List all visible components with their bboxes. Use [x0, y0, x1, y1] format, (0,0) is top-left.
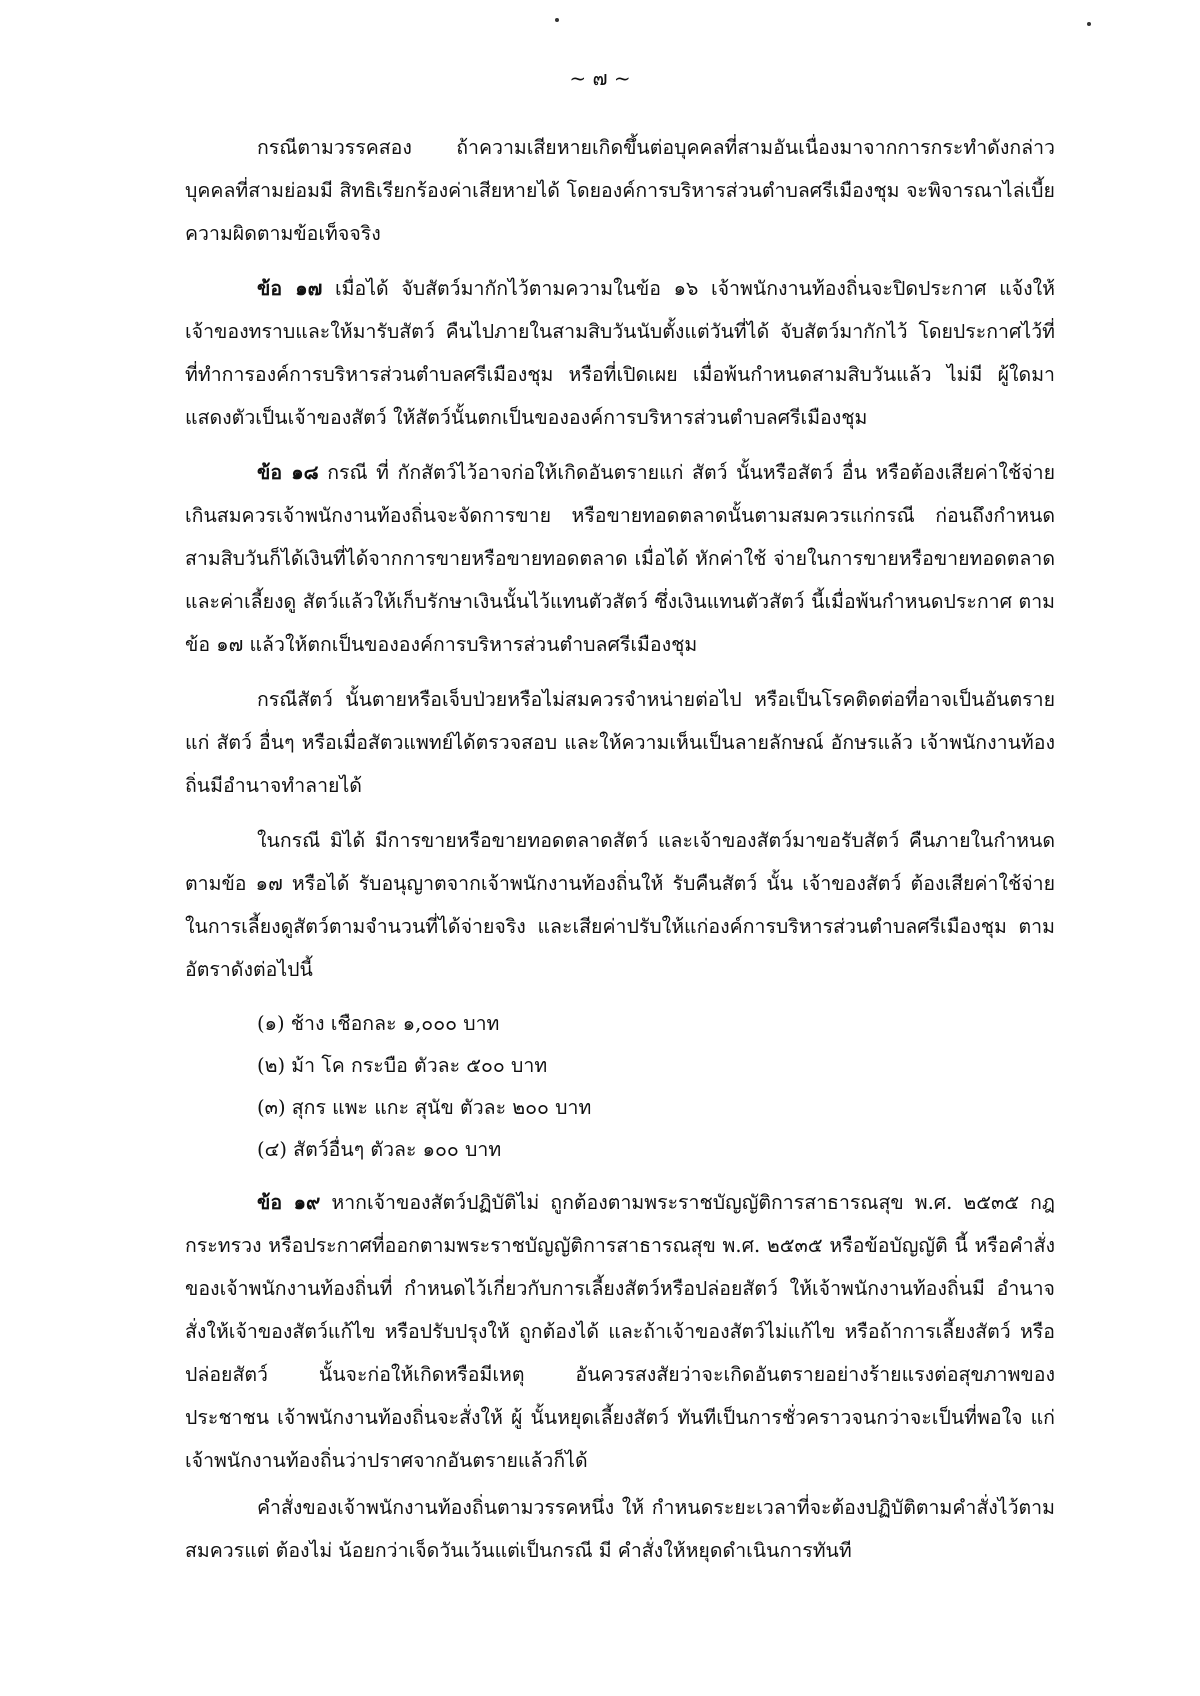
- paragraph-animal-death: [185, 678, 1055, 807]
- paragraph-text: เมื่อได้ จับสัตว์มากักไว้ตามความในข้อ ๑๖ เจ้าพนักงานท้องถิ่นจะปิดประกาศ แจ้งให้เจ้าของทราบและให้มารับสัตว์ คืนไปภายในสามสิบวันนับตั้งแต่วันที่ได้ จับสัตว์มากักไว้ โดยประกาศไว้ที่ที่ทำการองค์การบริหารส่วนตำบลศรีเมืองชุม หรือที่เปิดเผย เมื่อพ้นกำหนดสามสิบวันแล้ว ไม่มี ผู้ใดมาแสดงตัวเป็นเจ้าของสัตว์ ให้สัตว์นั้นตกเป็นขององค์การบริหารส่วนตำบลศรีเมืองชุม: [185, 277, 1056, 429]
- fine-rate-item: (๔) สัตว์อื่นๆ ตัวละ ๑๐๐ บาท: [257, 1138, 502, 1161]
- document-body: [185, 126, 1055, 1584]
- section-lead: ข้อ ๑๘: [257, 461, 319, 484]
- scan-speck: [1087, 22, 1091, 26]
- paragraph-reclaim-fees: [185, 819, 1055, 991]
- section-lead: ข้อ ๑๙: [257, 1191, 321, 1214]
- paragraph-order-period: [185, 1486, 1055, 1572]
- paragraph-section-18: [185, 451, 1055, 666]
- page-number: ~ ๗ ~: [569, 66, 631, 90]
- section-lead: ข้อ ๑๗: [257, 277, 323, 300]
- scan-speck: [555, 18, 559, 22]
- paragraph-text: ในกรณี มิได้ มีการขายหรือขายทอดตลาดสัตว์ และเจ้าของสัตว์มาขอรับสัตว์ คืนภายในกำหนดตามข้อ ๑๗ หรือได้ รับอนุญาตจากเจ้าพนักงานท้องถิ่นให้ รับคืนสัตว์ นั้น เจ้าของสัตว์ ต้องเสียค่าใช้จ่ายในการเลี้ยงดูสัตว์ตามจำนวนที่ได้จ่ายจริง และเสียค่าปรับให้แก่องค์การบริหารส่วนตำบลศรีเมืองชุม ตามอัตราดังต่อไปนี้: [185, 829, 1055, 981]
- fine-rate-item: (๓) สุกร แพะ แกะ สุนัข ตัวละ ๒๐๐ บาท: [257, 1096, 592, 1119]
- paragraph-text: กรณีตามวรรคสอง ถ้าความเสียหายเกิดขึ้นต่อบุคคลที่สามอันเนื่องมาจากการกระทำดังกล่าว บุคคลที่สามย่อมมี สิทธิเรียกร้องค่าเสียหายได้ โดยองค์การบริหารส่วนตำบลศรีเมืองชุม จะพิจารณาไล่เบี้ย ความผิดตามข้อเท็จจริง: [185, 136, 1055, 245]
- fine-rate-item: (๑) ช้าง เชือกละ ๑,๐๐๐ บาท: [257, 1012, 500, 1035]
- fine-rate-item: (๒) ม้า โค กระบือ ตัวละ ๕๐๐ บาท: [257, 1054, 548, 1077]
- paragraph-section-17: [185, 267, 1055, 439]
- paragraph-text: กรณีสัตว์ นั้นตายหรือเจ็บป่วยหรือไม่สมควรจำหน่ายต่อไป หรือเป็นโรคติดต่อที่อาจเป็นอันตรายแก่ สัตว์ อื่นๆ หรือเมื่อสัตวแพทย์ได้ตรวจสอบ และให้ความเห็นเป็นลายลักษณ์ อักษรแล้ว เจ้าพนักงานท้องถิ่นมีอำนาจทำลายได้: [185, 688, 1055, 797]
- paragraph-text: กรณี ที่ กักสัตว์ไว้อาจก่อให้เกิดอันตรายแก่ สัตว์ นั้นหรือสัตว์ อื่น หรือต้องเสียค่าใช้จ่าย เกินสมควรเจ้าพนักงานท้องถิ่นจะจัดการขาย หรือขายทอดตลาดนั้นตามสมควรแก่กรณี ก่อนถึงกำหนด สามสิบวันก็ได้เงินที่ได้จากการขายหรือขายทอดตลาด เมื่อได้ หักค่าใช้ จ่ายในการขายหรือขายทอดตลาด และค่าเลี้ยงดู สัตว์แล้วให้เก็บรักษาเงินนั้นไว้แทนตัวสัตว์ ซึ่งเงินแทนตัวสัตว์ นี้เมื่อพ้นกำหนดประกาศ ตามข้อ ๑๗ แล้วให้ตกเป็นขององค์การบริหารส่วนตำบลศรีเมืองชุม: [185, 461, 1055, 656]
- paragraph-text: หากเจ้าของสัตว์ปฏิบัติไม่ ถูกต้องตามพระราชบัญญัติการสาธารณสุข พ.ศ. ๒๕๓๕ กฎกระทรวง หรือประกาศที่ออกตามพระราชบัญญัติการสาธารณสุข พ.ศ. ๒๕๓๕ หรือข้อบัญญัติ นี้ หรือคำสั่งของเจ้าพนักงานท้องถิ่นที่ กำหนดไว้เกี่ยวกับการเลี้ยงสัตว์หรือปล่อยสัตว์ ให้เจ้าพนักงานท้องถิ่นมี อำนาจสั่งให้เจ้าของสัตว์แก้ไข หรือปรับปรุงให้ ถูกต้องได้ และถ้าเจ้าของสัตว์ไม่แก้ไข หรือถ้าการเลี้ยงสัตว์ หรือปล่อยสัตว์ นั้นจะก่อให้เกิดหรือมีเหตุ อันควรสงสัยว่าจะเกิดอันตรายอย่างร้ายแรงต่อสุขภาพของ ประชาชน เจ้าพนักงานท้องถิ่นจะสั่งให้ ผู้ นั้นหยุดเลี้ยงสัตว์ ทันทีเป็นการชั่วคราวจนกว่าจะเป็นที่พอใจ แก่ เจ้าพนักงานท้องถิ่นว่าปราศจากอันตรายแล้วก็ได้: [185, 1191, 1056, 1472]
- fine-rate-list: [185, 1003, 1055, 1171]
- paragraph-section-19: [185, 1181, 1055, 1482]
- paragraph-text: คำสั่งของเจ้าพนักงานท้องถิ่นตามวรรคหนึ่ง ให้ กำหนดระยะเวลาที่จะต้องปฏิบัติตามคำสั่งไว้ตามสมควรแต่ ต้องไม่ น้อยกว่าเจ็ดวันเว้นแต่เป็นกรณี มี คำสั่งให้หยุดดำเนินการทันที: [185, 1496, 1055, 1562]
- paragraph-liability: [185, 126, 1055, 255]
